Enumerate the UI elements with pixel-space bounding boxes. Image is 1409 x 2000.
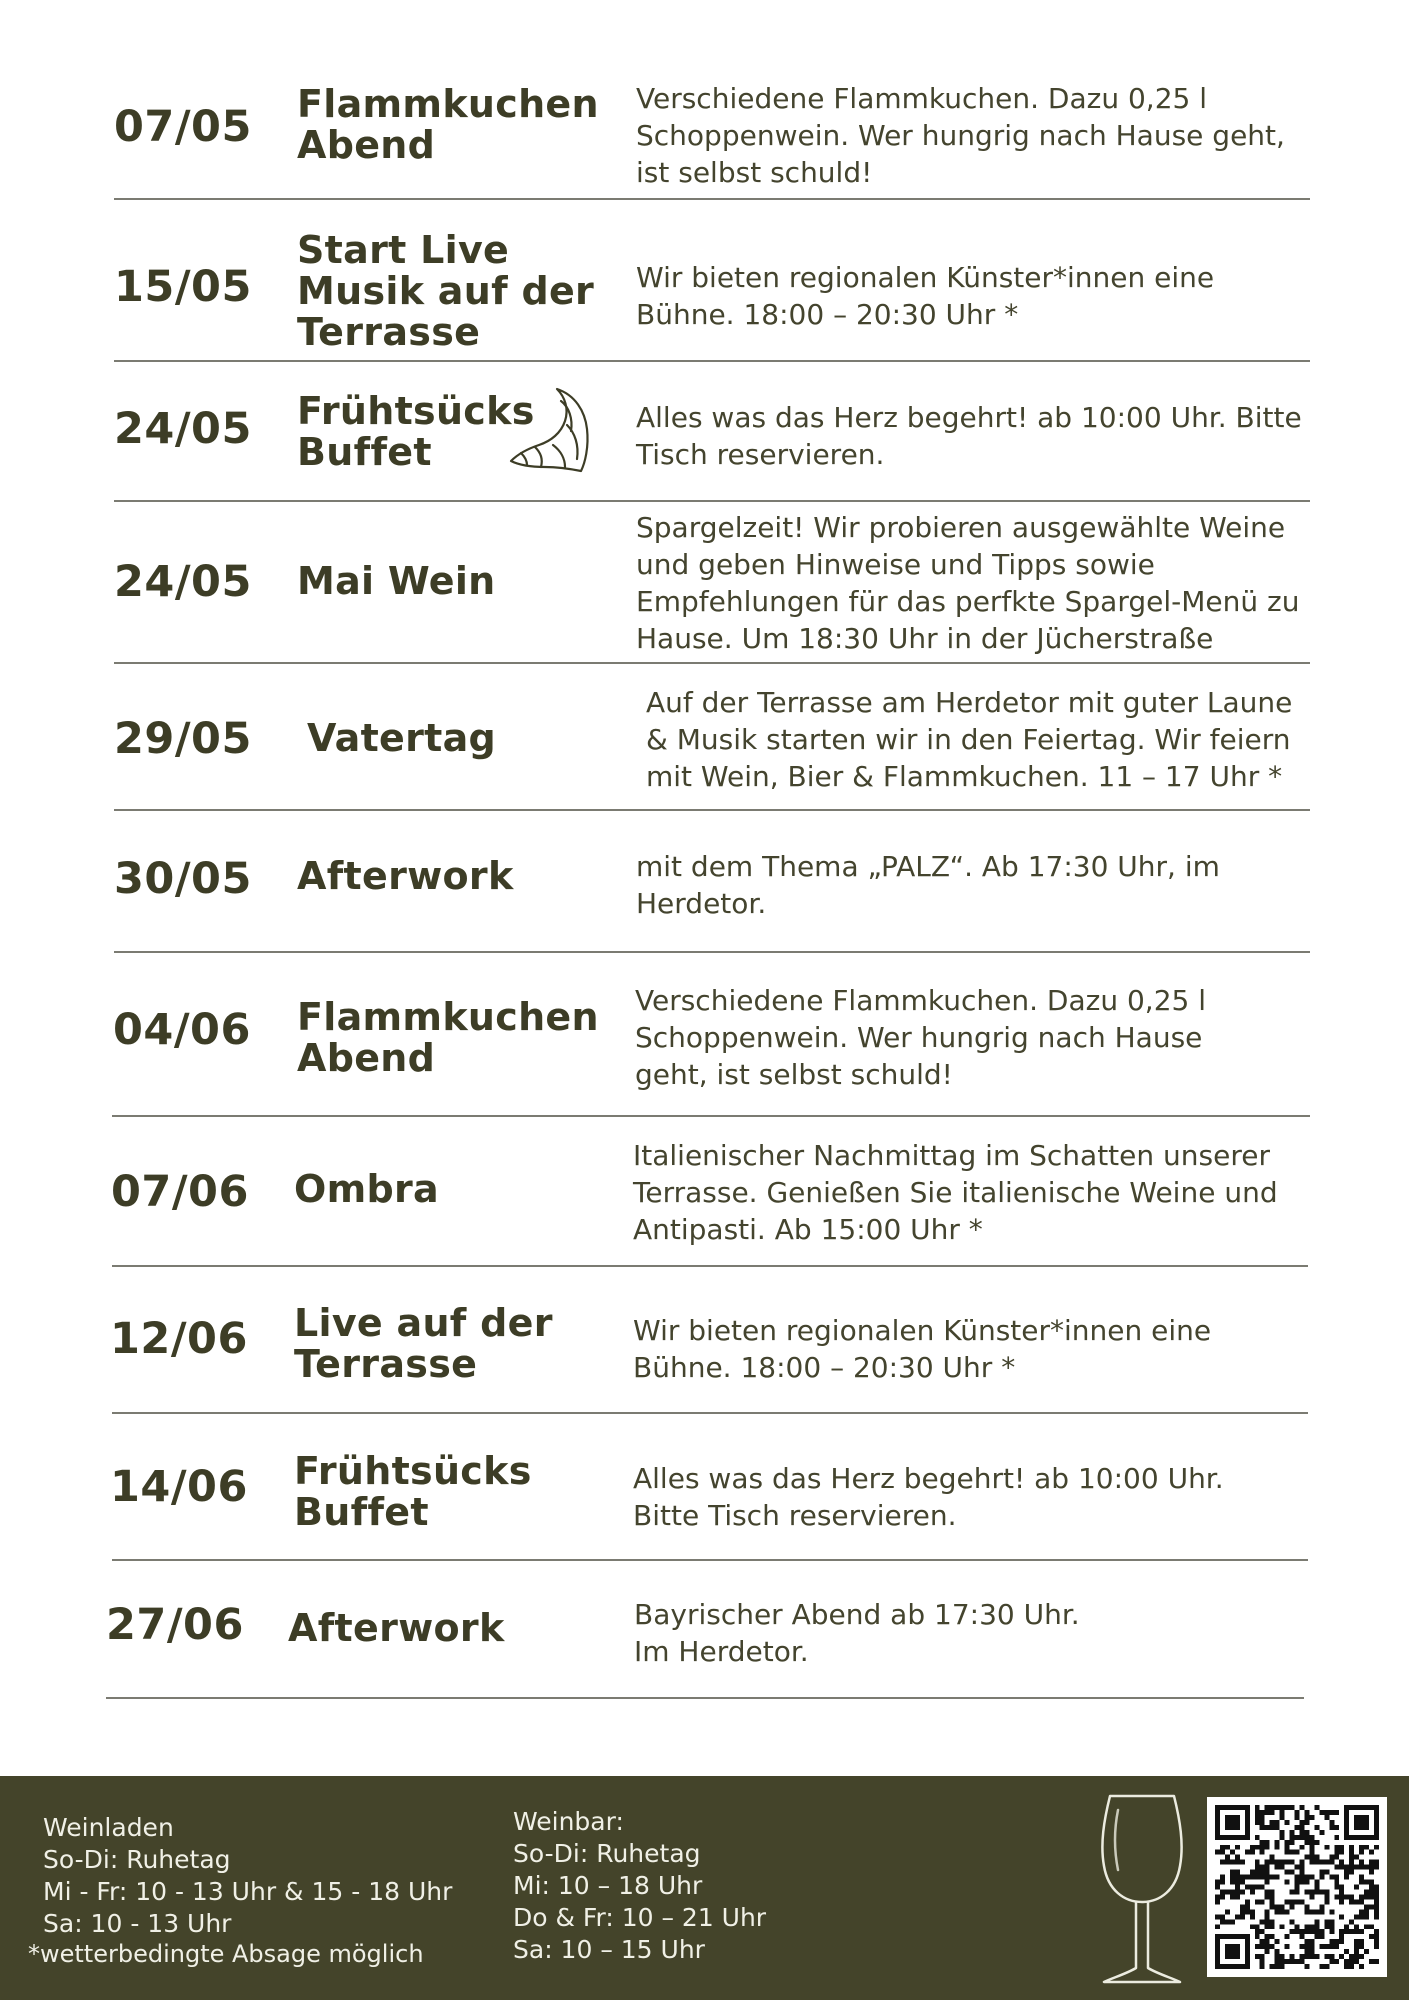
event-description: Verschiedene Flammkuchen. Dazu 0,25 l Schoppenwein. Wer hungrig nach Hause geht, ist selbst schuld! [635,984,1207,1091]
event-description: mit dem Thema „PALZ“. Ab 17:30 Uhr, im Herdetor. [636,850,1220,920]
divider [114,500,1310,502]
event-description: Wir bieten regionalen Künster*innen eine Bühne. 18:00 – 20:30 Uhr * [636,261,1215,331]
event-description: Alles was das Herz begehrt! ab 10:00 Uhr. Bitte Tisch reservieren. [636,401,1302,471]
event-date: 07/06 [111,1167,249,1217]
divider [114,951,1310,953]
event-title: Afterwork [288,1606,505,1650]
event-description: Verschiedene Flammkuchen. Dazu 0,25 l Schoppenwein. Wer hungrig nach Hause geht, ist selbst schuld! [636,82,1285,189]
event-title: Start Live Musik auf der Terrasse [297,228,595,354]
event-date: 12/06 [110,1314,248,1364]
event-description: Wir bieten regionalen Künster*innen eine Bühne. 18:00 – 20:30 Uhr * [633,1314,1212,1384]
divider [112,1115,1310,1117]
event-date: 07/05 [114,102,252,152]
divider [114,198,1310,200]
event-title: Ombra [294,1167,439,1211]
event-date: 27/06 [106,1600,244,1650]
divider [106,1697,1304,1699]
event-description: Alles was das Herz begehrt! ab 10:00 Uhr. Bitte Tisch reservieren. [633,1462,1224,1532]
divider [112,1412,1308,1414]
event-date: 24/05 [114,404,252,454]
event-date: 30/05 [114,854,252,904]
opening-hours-footer [0,1776,1409,2000]
qr-code[interactable] [1207,1797,1387,1977]
event-date: 04/06 [113,1005,251,1055]
divider [112,1559,1308,1561]
weather-note: *wetterbedingte Absage möglich [28,1940,424,1968]
qr-code-pattern [1215,1805,1379,1969]
divider [112,1265,1308,1267]
event-title: Flammkuchen Abend [297,82,599,167]
event-description: Italienischer Nachmittag im Schatten unserer Terrasse. Genießen Sie italienische Weine und Antipasti. Ab 15:00 Uhr * [633,1139,1278,1246]
event-date: 15/05 [114,262,252,312]
event-description: Bayrischer Abend ab 17:30 Uhr. Im Herdetor. [634,1598,1080,1668]
divider [114,662,1310,664]
weinbar-hours: Weinbar: So-Di: Ruhetag Mi: 10 – 18 Uhr Do & Fr: 10 – 21 Uhr Sa: 10 – 15 Uhr [513,1807,767,1964]
event-date: 14/06 [110,1462,248,1512]
divider [114,809,1310,811]
event-description: Spargelzeit! Wir probieren ausgewählte Weine und geben Hinweise und Tipps sowie Empfehlungen für das perfkte Spargel-Menü zu Hause. Um 18:30 Uhr in der Jücherstraße [636,511,1300,655]
event-title: Afterwork [297,854,514,898]
event-title: Mai Wein [297,559,496,603]
event-title: Frühtsücks Buffet [297,389,535,474]
event-date: 24/05 [114,557,252,607]
wine-glass-icon [1096,1790,1188,1990]
event-date: 29/05 [114,714,252,764]
croissant-icon [505,385,595,475]
weinladen-hours: Weinladen So-Di: Ruhetag Mi - Fr: 10 - 13 Uhr & 15 - 18 Uhr Sa: 10 - 13 Uhr [43,1813,453,1938]
event-title: Flammkuchen Abend [297,995,599,1080]
event-title: Frühtsücks Buffet [294,1449,532,1534]
event-title: Live auf der Terrasse [294,1301,553,1386]
event-description: Auf der Terrasse am Herdetor mit guter Laune & Musik starten wir in den Feiertag. Wir feiern mit Wein, Bier & Flammkuchen. 11 – 17 Uhr * [646,686,1293,793]
event-title: Vatertag [307,716,497,760]
divider [114,360,1310,362]
